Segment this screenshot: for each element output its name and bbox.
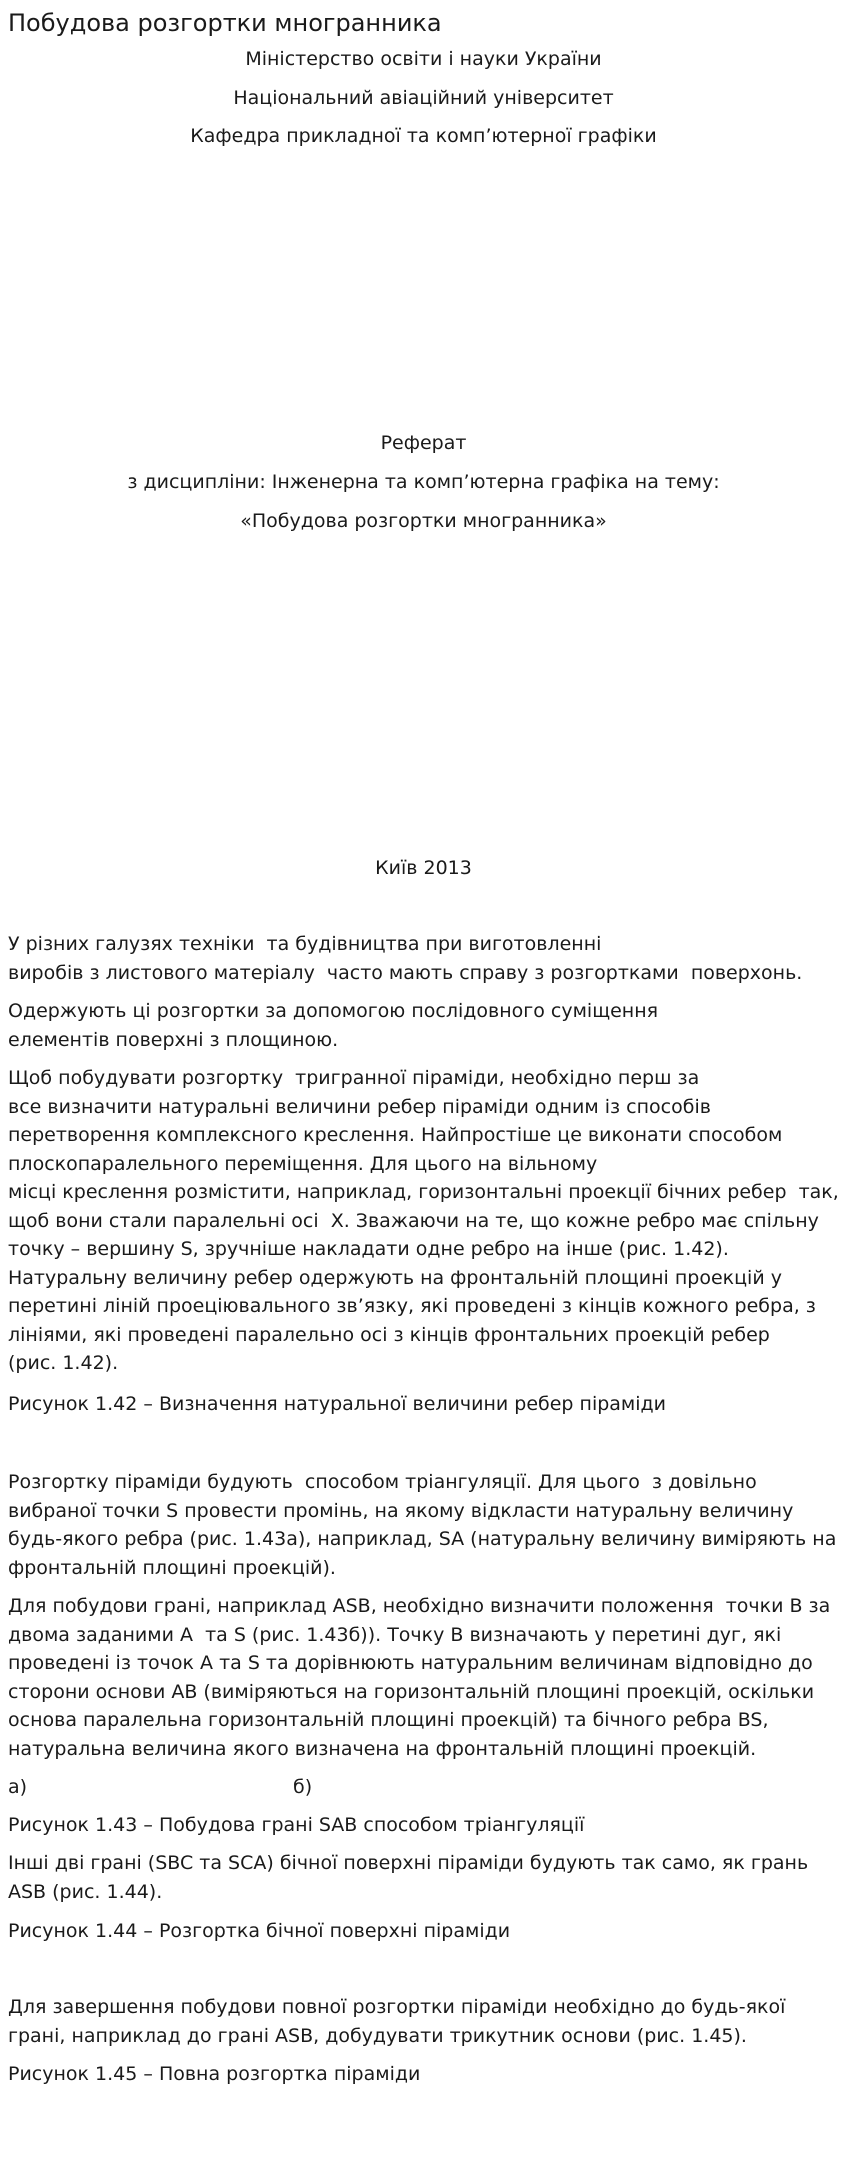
paragraph-line: все визначити натуральні величини ребер піраміди одним із способів [8, 1095, 711, 1118]
paragraph-line: грані, наприклад до грані ASB, добудувати трикутник основи (рис. 1.45). [8, 2024, 747, 2047]
paragraph-line: Щоб побудувати розгортку тригранної піраміди, необхідно перш за [8, 1067, 700, 1089]
subfigure-label-b: б) [293, 1776, 313, 1798]
figure-caption-1-43: Рисунок 1.43 – Побудова грані SAB способом тріангуляції [8, 1814, 585, 1836]
paragraph-line: У різних галузях техніки та будівництва при виготовленні [8, 933, 602, 955]
paragraph-5 [8, 1592, 838, 1763]
paragraph-line: щоб вони стали паралельні осі X. Зважаючи на те, що кожне ребро має спільну [8, 1209, 819, 1232]
paragraph-line: будь-якого ребра (рис. 1.43а), наприклад, SA (натуральну величину виміряють на [8, 1528, 837, 1550]
paragraph-7 [8, 1993, 838, 2050]
figure-caption-1-42: Рисунок 1.42 – Визначення натуральної величини ребер піраміди [8, 1393, 667, 1415]
essay-label: Реферат [380, 432, 467, 454]
city-year: Київ 2013 [375, 857, 472, 879]
paragraph-line: Розгортку піраміди будують способом тріангуляції. Для цього з довільно [8, 1471, 757, 1493]
discipline-line: з дисципліни: Інженерна та комп’ютерна графіка на тему: [127, 471, 720, 493]
paragraph-4 [8, 1468, 838, 1582]
paragraph-line: Інші дві грані (SBC та SCA) бічної поверхні піраміди будують так само, як грань [8, 1852, 809, 1874]
paragraph-line: проведені із точок A та S та дорівнюють натуральним величинам відповідно до [8, 1652, 813, 1674]
paragraph-line: Натуральну величину ребер одержують на фронтальній площині проекцій у [8, 1266, 782, 1289]
paragraph-line: місці креслення розмістити, наприклад, горизонтальні проекції бічних ребер так, [8, 1181, 839, 1203]
topic-line: «Побудова розгортки многранника» [240, 510, 607, 532]
university-line: Національний авіаційний університет [233, 87, 614, 109]
department-line: Кафедра прикладної та комп’ютерної графіки [190, 125, 657, 147]
paragraph-line: сторони основи AB (виміряються на горизонтальній площині проекцій, оскільки [8, 1680, 815, 1703]
paragraph-line: вибраної точки S провести промінь, на якому відкласти натуральну величину [8, 1499, 794, 1522]
paragraph-2 [8, 997, 838, 1054]
paragraph-line: перетині ліній проеціювального зв’язку, які проведені з кінців кожного ребра, з [8, 1295, 816, 1317]
document-title: Побудова розгортки многранника [8, 9, 442, 37]
paragraph-line: натуральна величина якого визначена на фронтальній площині проекцій. [8, 1737, 757, 1760]
paragraph-line: лініями, які проведені паралельно осі з кінців фронтальних проекцій ребер [8, 1323, 770, 1346]
paragraph-line: плоскопаралельного переміщення. Для цього на вільному [8, 1152, 598, 1175]
figure-caption-1-44: Рисунок 1.44 – Розгортка бічної поверхні піраміди [8, 1920, 511, 1942]
paragraph-line: двома заданими А та S (рис. 1.43б)). Точку B визначають у перетині дуг, які [8, 1623, 782, 1646]
paragraph-line: точку – вершину S, зручніше накладати одне ребро на інше (рис. 1.42). [8, 1238, 729, 1260]
paragraph-line: Одержують ці розгортки за допомогою послідовного суміщення [8, 1000, 659, 1022]
figure-caption-1-45: Рисунок 1.45 – Повна розгортка піраміди [8, 2063, 421, 2085]
paragraph-line: Для завершення побудови повної розгортки піраміди необхідно до будь-якої [8, 1996, 786, 2018]
paragraph-6 [8, 1849, 838, 1906]
paragraph-line: (рис. 1.42). [8, 1352, 119, 1374]
ministry-line: Міністерство освіти і науки України [245, 48, 602, 70]
paragraph-line: елементів поверхні з площиною. [8, 1028, 339, 1051]
paragraph-line: перетворення комплексного креслення. Найпростіше це виконати способом [8, 1124, 783, 1146]
paragraph-line: основа паралельна горизонтальній площині проекцій) та бічного ребра BS, [8, 1709, 769, 1731]
paragraph-1 [8, 930, 838, 987]
paragraph-line: виробів з листового матеріалу часто мають справу з розгортками поверхонь. [8, 961, 803, 984]
subfigure-label-a: а) [8, 1776, 28, 1798]
paragraph-line: фронтальній площині проекцій). [8, 1556, 336, 1579]
paragraph-line: ASB (рис. 1.44). [8, 1880, 163, 1903]
paragraph-3 [8, 1064, 838, 1378]
paragraph-line: Для побудови грані, наприклад ASB, необхідно визначити положення точки B за [8, 1595, 831, 1617]
